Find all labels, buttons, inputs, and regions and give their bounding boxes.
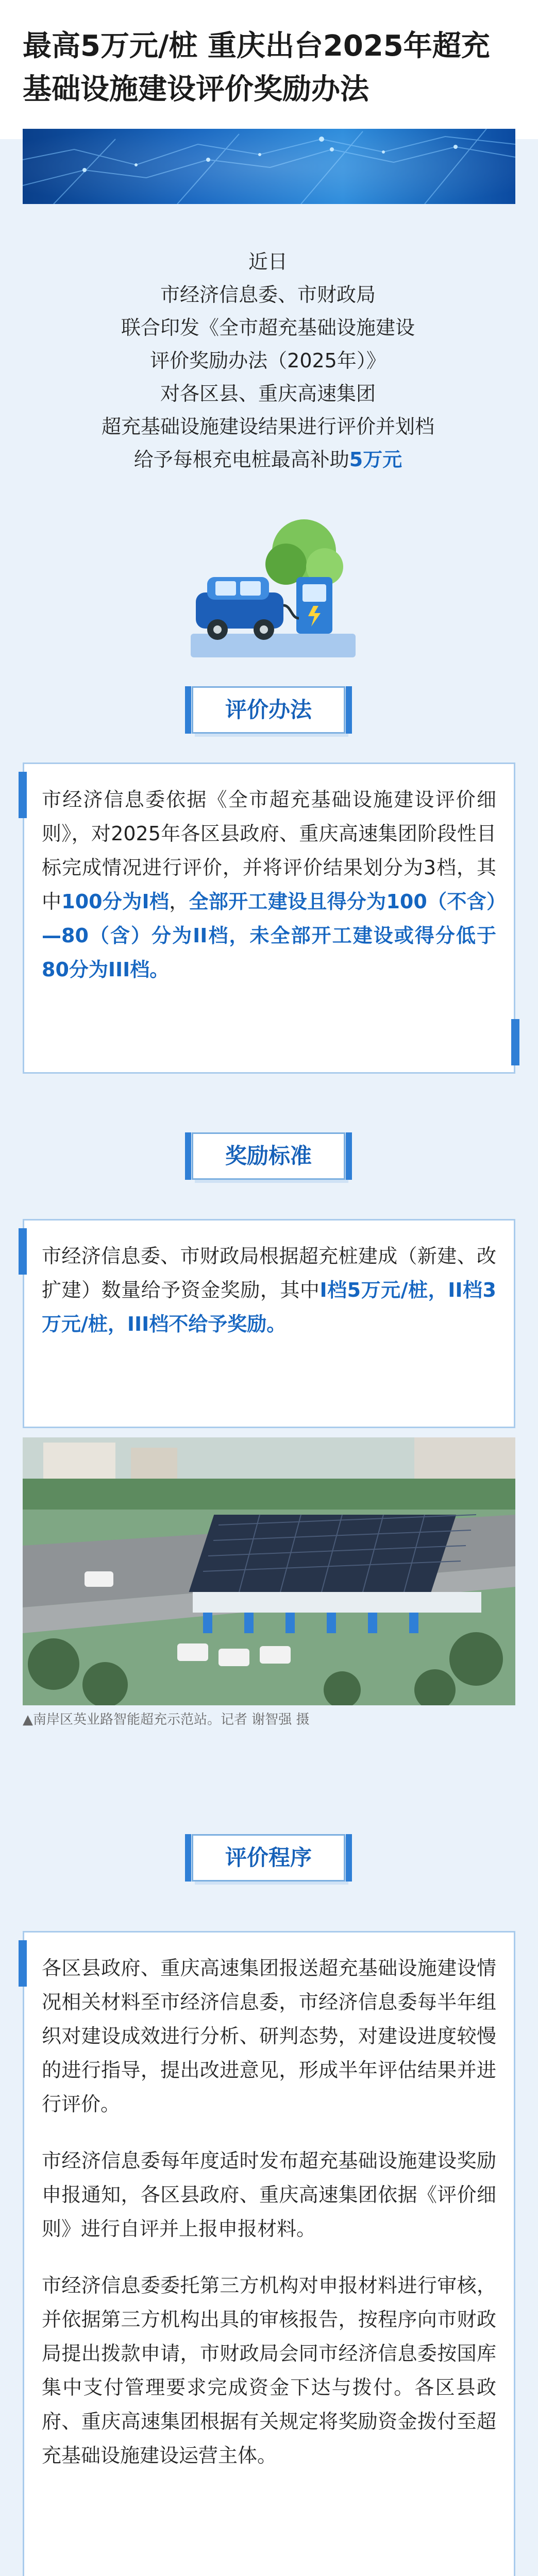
intro-line: 近日 <box>248 250 288 273</box>
ev-charging-illustration <box>175 515 371 665</box>
card-accent-bar <box>19 1228 27 1275</box>
intro-line: 评价奖励办法（2025年）》 <box>150 349 386 372</box>
section-tag-reward: 奖励标准 <box>192 1132 345 1180</box>
evaluation-highlight-2: 全部开工建设且得分为100（不含）—80（含）分为II档，未全部开工建设或得分低于80分为III档。 <box>42 890 496 981</box>
intro-line <box>52 443 484 476</box>
evaluation-text-2: ， <box>169 890 189 913</box>
evaluation-text: 市经济信息委依据《全市超充基础设施建设评价细则》，对2025年各区县政府、重庆高速集团阶段性目标完成情况进行评价，并将评价结果划分为3档，其中 <box>42 788 496 913</box>
card-accent-bar <box>19 772 27 818</box>
section-tag-procedure: 评价程序 <box>192 1834 345 1882</box>
article-title: 最高5万元/桩 重庆出台2025年超充基础设施建设评价奖励办法 <box>23 29 490 106</box>
card-accent-bar <box>19 1940 27 1987</box>
reward-card <box>23 1219 515 1428</box>
evaluation-card <box>23 762 515 1074</box>
procedure-paragraph: 各区县政府、重庆高速集团报送超充基础设施建设情况相关材料至市经济信息委，市经济信息委每半年组织对建设成效进行分析、研判态势，对建设进度较慢的进行指导，提出改进意见，形成半年评估结果并进行评价。 <box>42 1957 496 2115</box>
intro-line: 市经济信息委、市财政局 <box>160 283 376 306</box>
evaluation-highlight-1: 100分为I档 <box>61 890 170 913</box>
reward-highlight: I档5万元/桩，II档3万元/桩，III档不给予奖励。 <box>42 1279 496 1335</box>
procedure-paragraph: 市经济信息委委托第三方机构对申报材料进行审核，并依据第三方机构出具的审核报告，按程序向市财政局提出拨款申请，市财政局会同市经济信息委按国库集中支付管理要求完成资金下达与拨付。各区县政府、重庆高速集团根据有关规定将奖励资金拨付至超充基础设施建设运营主体。 <box>42 2274 496 2467</box>
intro-line-text: 给予每根充电桩最高补助 <box>133 448 349 471</box>
charging-station-photo <box>23 1437 515 1705</box>
procedure-card <box>23 1931 515 2576</box>
reward-text: 市经济信息委、市财政局根据超充桩建成（新建、改扩建）数量给予资金奖励，其中 <box>42 1245 496 1301</box>
intro-line: 超充基础设施建设结果进行评价并划档 <box>101 415 434 438</box>
tech-banner-image <box>23 129 515 204</box>
intro-line: 对各区县、重庆高速集团 <box>160 382 376 405</box>
intro-line: 联合印发《全市超充基础设施建设 <box>121 316 415 339</box>
photo-caption: ▲南岸区英业路智能超充示范站。记者 谢智强 摄 <box>23 1712 310 1727</box>
intro-text <box>52 245 484 476</box>
intro-amount: 5万元 <box>349 448 402 471</box>
card-accent-bar <box>511 1019 519 1065</box>
section-tag-evaluation: 评价办法 <box>192 686 345 734</box>
procedure-paragraph: 市经济信息委每年度适时发布超充基础设施建设奖励申报通知，各区县政府、重庆高速集团依据《评价细则》进行自评并上报申报材料。 <box>42 2149 496 2240</box>
